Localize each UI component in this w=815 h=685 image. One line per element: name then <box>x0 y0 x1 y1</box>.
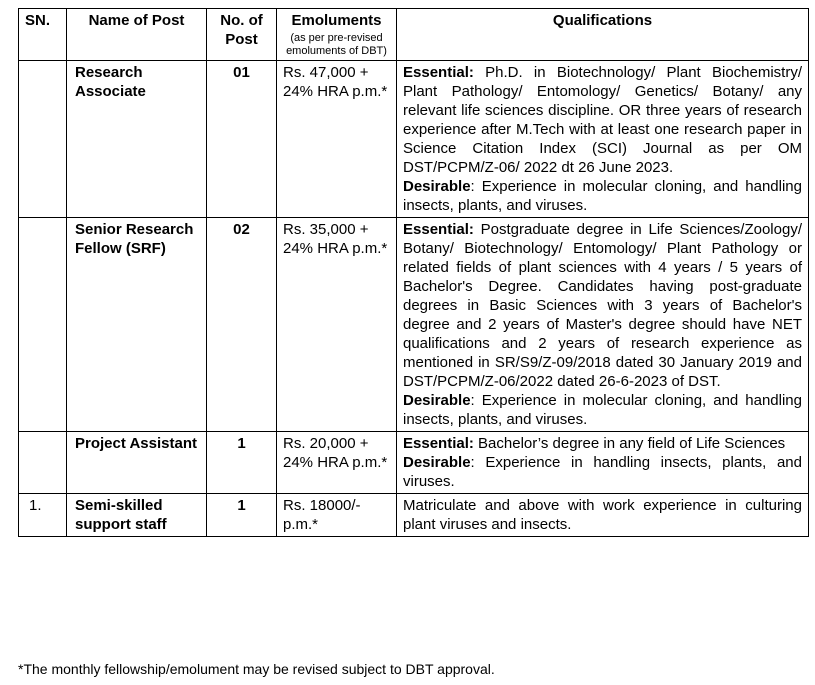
row-sn <box>19 61 67 218</box>
row-emoluments: Rs. 47,000 + 24% HRA p.m.* <box>277 61 397 218</box>
row-post-count: 02 <box>207 218 277 432</box>
footnote: *The monthly fellowship/emolument may be revised subject to DBT approval. <box>18 661 495 677</box>
posts-table <box>18 8 809 537</box>
table-row <box>19 61 809 218</box>
essential-paragraph <box>403 63 802 177</box>
desirable-text: : Experience in molecular cloning, and handling insects, plants, and viruses. <box>403 178 802 214</box>
desirable-text: : Experience in molecular cloning, and handling insects, plants, and viruses. <box>403 392 802 428</box>
desirable-paragraph <box>403 177 802 215</box>
essential-text: Ph.D. in Biotechnology/ Plant Biochemistry/ Plant Pathology/ Entomology/ Genetics/ Botany/ any relevant life sciences discipline. OR three years of research experience after M.Tech with at least one research paper in Science Citation Index (SCI) Journal as per OM DST/PCPM/Z-06/ 2022 dt 26 June 2023. <box>403 64 802 176</box>
header-qualifications: Qualifications <box>397 9 809 61</box>
row-post-name: Project Assistant <box>67 432 207 494</box>
row-emoluments: Rs. 35,000 + 24% HRA p.m.* <box>277 218 397 432</box>
desirable-text: : Experience in handling insects, plants, and viruses. <box>403 454 802 490</box>
header-sn: SN. <box>19 9 67 61</box>
desirable-paragraph <box>403 391 802 429</box>
essential-label: Essential: <box>403 64 474 81</box>
row-sn <box>19 432 67 494</box>
desirable-paragraph <box>403 453 802 491</box>
row-qualifications <box>397 494 809 537</box>
row-emoluments: Rs. 20,000 + 24% HRA p.m.* <box>277 432 397 494</box>
essential-text: Postgraduate degree in Life Sciences/Zoology/ Botany/ Biotechnology/ Entomology/ Plant Pathology or related fields of plant sciences with 4 years / 5 years of Bachelor's Degree. Candidates having post-graduate degrees in Basic Sciences with 3 years of Bachelor's degree and 2 years of Master's degree should have NET qualifications and 2 years of research experience as mentioned in SR/S9/Z-09/2018 dated 30 January 2019 and DST/PCPM/Z-06/2022 dated 26-6-2023 of DST. <box>403 221 802 390</box>
row-post-name: Research Associate <box>67 61 207 218</box>
essential-paragraph <box>403 434 802 453</box>
desirable-label: Desirable <box>403 392 471 409</box>
table-row <box>19 432 809 494</box>
essential-text: Bachelor’s degree in any field of Life Sciences <box>473 435 786 452</box>
desirable-label: Desirable <box>403 454 471 471</box>
row-post-count: 01 <box>207 61 277 218</box>
table-row <box>19 218 809 432</box>
header-emoluments <box>277 9 397 61</box>
header-emoluments-note: (as per pre-revised emoluments of DBT) <box>286 32 387 57</box>
row-emoluments: Rs. 18000/- p.m.* <box>277 494 397 537</box>
row-post-name: Senior Research Fellow (SRF) <box>67 218 207 432</box>
desirable-label: Desirable <box>403 178 471 195</box>
row-qualifications <box>397 432 809 494</box>
row-post-count: 1 <box>207 494 277 537</box>
header-no-of-post: No. of Post <box>207 9 277 61</box>
row-sn <box>19 218 67 432</box>
header-name-of-post: Name of Post <box>67 9 207 61</box>
table-row <box>19 494 809 537</box>
essential-label: Essential: <box>403 221 474 238</box>
qualification-text: Matriculate and above with work experience in culturing plant viruses and insects. <box>403 497 802 533</box>
row-sn: 1. <box>19 494 67 537</box>
row-post-name: Semi-skilled support staff <box>67 494 207 537</box>
essential-paragraph <box>403 220 802 391</box>
row-qualifications <box>397 218 809 432</box>
header-emoluments-label: Emoluments <box>291 12 382 29</box>
row-post-count: 1 <box>207 432 277 494</box>
essential-label: Essential: <box>403 435 474 452</box>
table-header-row <box>19 9 809 61</box>
row-qualifications <box>397 61 809 218</box>
